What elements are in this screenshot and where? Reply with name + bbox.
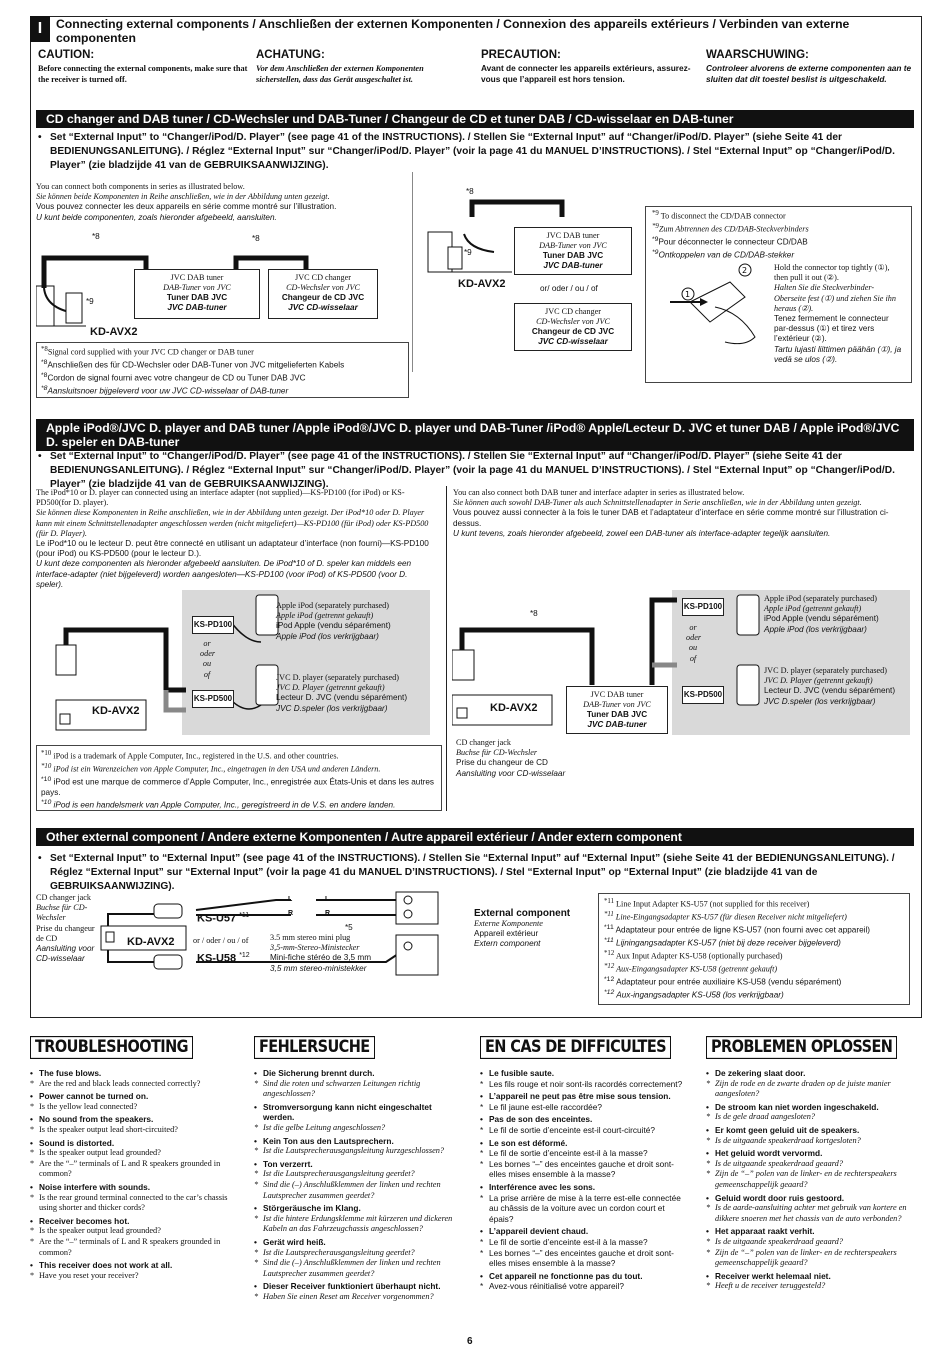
note12-de: Aux-Eingangsadapter KS-U58 (getrennt gekauft) <box>616 964 778 974</box>
cd-dab-set-instruction: • Set “External Input” to “Changer/iPod/D. Player” (see page 41 of the INSTRUCTIONS). / Stellen Sie “External Input” auf “Changer/iPod/D. Player” (siehe Seite 41 der BEDIENUNGSANLEITUNG). / Réglez “External Input” sur “Changer/iPod/D. Player” (voir la page 41 du MANUEL D’INSTRUCTIONS). / Stel “External Input” op “Changer/iPod/D. Player” (zie bladzijde 41 van de GEBRUIKSAANWIJZING). <box>36 131 910 173</box>
problem: • Sound is distorted. <box>30 1138 240 1149</box>
mark-12: *12 <box>604 949 615 957</box>
troubleshooting-list <box>480 1068 690 1292</box>
cd-changer-box <box>268 269 378 319</box>
remedy: * Is de uitgaande speakerdraad geaard? <box>706 1237 916 1248</box>
cd-fr: Changeur de CD JVC <box>281 293 365 302</box>
note10-de: iPod ist ein Warenzeichen von Apple Computer, Inc., eingetragen in den USA und anderen Ländern. <box>53 764 381 774</box>
apple-nl: Apple iPod (los verkrijgbaar) <box>764 624 867 634</box>
cd-nl: JVC CD-wisselaar <box>538 337 608 346</box>
remedy: * Le fil de sortie d’enceinte est-il à la masse? <box>480 1237 690 1248</box>
ext-nl: Extern component <box>474 939 541 949</box>
caution-text: Avant de connecter les appareils extérieurs, assurez-vous que l’appareil est hors tension. <box>481 63 691 84</box>
remedy: * Is the yellow lead connected? <box>30 1102 240 1113</box>
plug-fr: Mini-fiche stéréo de 3,5 mm <box>270 953 372 963</box>
cd-changer-box <box>514 303 632 351</box>
ext-en: External component <box>474 908 571 919</box>
problem: • Cet appareil ne fonctionne pas du tout. <box>480 1271 690 1282</box>
dab-de: DAB-Tuner von JVC <box>163 283 231 292</box>
remedy: * Les bornes “–” des enceintes gauche et droit sont-elles mises ensemble à la masse? <box>480 1159 690 1180</box>
troubleshooting-title: TROUBLESHOOTING <box>30 1036 193 1059</box>
note9-nl: Ontkoppelen van de CD/DAB-stekker <box>658 250 795 260</box>
jvc-dplayer-label <box>276 673 426 714</box>
or-nl: of <box>203 669 211 679</box>
or-fr: ou <box>688 643 698 653</box>
problem: • Receiver becomes hot. <box>30 1216 240 1227</box>
or-stack <box>200 639 214 680</box>
remedy: * Haben Sie einen Reset am Receiver vorgenommen? <box>254 1292 464 1303</box>
remedy: * Have you reset your receiver? <box>30 1271 240 1282</box>
ks-pd100-label: KS-PD100 <box>192 616 234 634</box>
or-de: oder <box>200 649 216 659</box>
ipod-right-de: Sie können auch sowohl DAB-Tuner als auch Schnittstellenadapter in Serie anschließen, wie in der Abbildung unten gezeigt. <box>453 498 862 508</box>
ks-u57-label <box>197 912 249 925</box>
step-fr: Tenez fermement le connecteur par-dessus (①) et tirez vers l’extérieur (②). <box>774 314 889 344</box>
or-en: or <box>203 639 211 648</box>
ipod-divider <box>446 486 447 811</box>
or-en: or <box>689 623 697 632</box>
or-label: or/ oder / ou / of <box>540 284 598 293</box>
remedy: * Ist die hintere Erdungsklemme mit kürzeren und dickeren Kabeln an das Fahrzeugchassis angeschlossen? <box>254 1214 464 1235</box>
ipod-bar: Apple iPod®/JVC D. player and DAB tuner /Apple iPod®/JVC D. player und DAB-Tuner /iPod® Apple/Lecteur D. JVC et tuner DAB / Apple iPod®/JVC D. speler en DAB-tuner <box>36 419 914 451</box>
remedy: * Is the speaker output lead grounded? <box>30 1226 240 1237</box>
plug-en: 3.5 mm stereo mini plug <box>270 933 351 942</box>
caution-text: Vor dem Anschließen der externen Komponenten sicherstellen, dass das Gerät ausgeschaltet ist. <box>256 64 424 84</box>
note11-nl: Lijningangsadapter KS-U57 (niet bij deze receiver bijgeleverd) <box>616 938 841 948</box>
jack-fr: Prise du changeur de CD <box>456 758 548 768</box>
mark-8: *8 <box>92 232 100 241</box>
external-component-label <box>474 908 604 950</box>
svg-text:2: 2 <box>742 266 748 275</box>
ks-u58-text: KS-U58 <box>197 952 237 965</box>
plug-l: L <box>288 896 293 903</box>
jack-en: CD changer jack <box>456 738 512 747</box>
jack-de: Buchse für CD-Wechsler <box>36 903 88 923</box>
problem: • Er komt geen geluid uit de speakers. <box>706 1125 916 1136</box>
mark-10: *10 <box>41 775 52 783</box>
mark-9: *9 <box>652 235 659 243</box>
remedy: * Are the red and black leads connected correctly? <box>30 1079 240 1090</box>
plug-r: R <box>325 910 331 917</box>
remedy: * Ist die Lautsprecherausgangsleitung geerdet? <box>254 1169 464 1180</box>
remedy: * Is the rear ground terminal connected to the car’s chassis using shorter and thicker cords? <box>30 1193 240 1214</box>
caution-text: Before connecting the external components, make sure that the receiver is turned off. <box>38 64 248 84</box>
mark-9: *9 <box>652 210 659 217</box>
ks-pd500-label: KS-PD500 <box>682 686 724 704</box>
note9-de: Zum Abtrennen des CD/DAB-Steckverbinders <box>658 224 809 234</box>
intro-de: Sie können beide Komponenten in Reihe anschließen, wie in der Abbildung unten gezeigt. <box>36 192 330 202</box>
cd-dab-intro <box>36 182 411 223</box>
cd-dab-bar: CD changer and DAB tuner / CD-Wechsler und DAB-Tuner / Changeur de CD et tuner DAB / CD-wisselaar en DAB-tuner <box>36 110 914 128</box>
troubleshooting-nl <box>706 1036 916 1292</box>
ext-fr: Appareil extérieur <box>474 929 539 939</box>
remedy: * Heeft u de receiver teruggesteld? <box>706 1281 916 1292</box>
mark-8: *8 <box>41 384 48 392</box>
problem: • L’appareil devient chaud. <box>480 1226 690 1237</box>
remedy: * Les bornes “–” des enceintes gauche et droit sont-elles mises ensemble à la masse? <box>480 1248 690 1269</box>
problem: • Le fusible saute. <box>480 1068 690 1079</box>
jack-en: CD changer jack <box>36 893 92 902</box>
section-letter: I <box>30 16 50 42</box>
mark-9: *9 <box>652 248 659 256</box>
or-fr: ou <box>202 659 212 669</box>
remedy: * Les fils rouge et noir sont-ils racordés correctement? <box>480 1079 690 1090</box>
dab-en: JVC DAB tuner <box>546 231 600 240</box>
problem: • Ton verzerrt. <box>254 1159 464 1170</box>
apple-de: Apple iPod (getrennt gekauft) <box>276 611 374 621</box>
ipod-text-nl: U kunt deze componenten als hieronder afgebeeld aansluiten. De iPod*10 of D. speler kan middels een interface-adapter (niet bijgeleverd) worden aangesloten—KS-PD100 (voor iPod) of KS-PD500 (voor D. speler). <box>36 559 412 589</box>
caution-heading: PRECAUTION: <box>481 49 561 61</box>
svg-text:1: 1 <box>685 290 691 299</box>
ipod-right-en: You can also connect both DAB tuner and interface adapter in series as illustrated below. <box>453 488 745 497</box>
troubleshooting-en <box>30 1036 240 1281</box>
apple-ipod-label <box>764 594 909 635</box>
note8-fr: Cordon de signal fourni avec votre changeur de CD ou Tuner DAB JVC <box>47 373 306 383</box>
mark-8: *8 <box>530 609 538 618</box>
note9-en: To disconnect the CD/DAB connector <box>660 211 786 221</box>
apple-en: Apple iPod (separately purchased) <box>764 594 877 603</box>
remedy: * Zijn de rode en de zwarte draden op de juiste manier aangesloten? <box>706 1079 916 1100</box>
jvc-dplayer-label <box>764 666 909 707</box>
caution-heading: WAARSCHUWING: <box>706 49 809 61</box>
remedy: * Le fil de sortie d’enceinte est-il à la masse? <box>480 1148 690 1159</box>
footnote-11-12 <box>598 893 910 1005</box>
mark-11: *11 <box>604 910 614 918</box>
caution-heading: ACHATUNG: <box>256 49 325 61</box>
jvcd-nl: JVC D.speler (los verkrijgbaar) <box>764 696 876 706</box>
connector-hand-illustration <box>660 262 770 347</box>
mark-12: *12 <box>239 952 250 959</box>
problem: • Gerät wird heiß. <box>254 1237 464 1248</box>
remedy: * Ist die Lautsprecherausgangsleitung geerdet? <box>254 1248 464 1259</box>
dab-nl: JVC DAB-tuner <box>587 720 647 729</box>
remedy: * Is the speaker output lead short-circuited? <box>30 1125 240 1136</box>
troubleshooting-fr <box>480 1036 690 1292</box>
section-title: Connecting external components / Anschließen der externen Komponenten / Connexion des appareils extérieurs / Verbinden van externe componenten <box>56 17 850 45</box>
plug-r: R <box>288 910 294 917</box>
problem: • Le son est déformé. <box>480 1138 690 1149</box>
ks-u57-text: KS-U57 <box>197 912 237 925</box>
note8-de: Anschließen des für CD-Wechsler oder DAB-Tuner von JVC mitgelieferten Kabels <box>47 360 345 370</box>
cd-nl: JVC CD-wisselaar <box>288 303 358 312</box>
note12-nl: Aux-ingangsadapter KS-U58 (los verkrijgbaar) <box>616 990 784 1000</box>
or-de: oder <box>686 633 702 643</box>
ks-u58-label <box>197 952 250 965</box>
dab-de: DAB-Tuner von JVC <box>583 700 651 709</box>
remedy: * Zijn de “–” polen van de linker- en de rechterspeakers gemeenschappelijk geaard? <box>706 1169 916 1190</box>
mark-11: *11 <box>604 923 614 931</box>
kd-avx2-label: KD-AVX2 <box>92 705 140 717</box>
problem: • No sound from the speakers. <box>30 1114 240 1125</box>
mark-10: *10 <box>41 750 52 757</box>
jvcd-nl: JVC D.speler (los verkrijgbaar) <box>276 703 388 713</box>
troubleshooting-title: FEHLERSUCHE <box>254 1036 375 1059</box>
caution-nl <box>706 49 916 85</box>
problem: • L’appareil ne peut pas être mise sous tension. <box>480 1091 690 1102</box>
kd-avx2-label: KD-AVX2 <box>490 702 538 714</box>
troubleshooting-list <box>706 1068 916 1292</box>
note10-nl: iPod is een handelsmerk van Apple Computer, Inc., geregistreerd in de V.S. en andere landen. <box>53 800 396 810</box>
cd-en: JVC CD changer <box>545 307 601 316</box>
or-nl: of <box>689 653 697 663</box>
jvcd-de: JVC D. Player (getrennt gekauft) <box>276 683 385 693</box>
note12-en: Aux Input Adapter KS-U58 (optionally purchased) <box>615 951 783 961</box>
ks-pd500-label: KS-PD500 <box>192 690 234 708</box>
problem: • Dieser Receiver funktioniert überhaupt nicht. <box>254 1281 464 1292</box>
intro-fr: Vous pouvez connecter les deux appareils en série comme montré sur l’illustration. <box>36 202 337 212</box>
dab-tuner-box <box>134 269 260 319</box>
mark-11: *11 <box>604 936 614 944</box>
ipod-text-en: The iPod*10 or D. player can connected using an interface adapter (not supplied)—KS-PD100 (for iPod) or KS-PD500(for D. player). <box>36 488 405 508</box>
note11-en: Line Input Adapter KS-U57 (not supplied for this receiver) <box>616 899 810 909</box>
step-nl: Tartu lujasti liittimen päähän (①), ja vedä se ulos (②). <box>774 344 902 364</box>
troubleshooting-de <box>254 1036 464 1302</box>
caution-de <box>256 49 466 85</box>
ipod-set-instruction: • Set “External Input” to “Changer/iPod/D. Player” (see page 41 of the INSTRUCTIONS). / Stellen Sie “External Input” auf “Changer/iPod/D. Player” (siehe Seite 41 der BEDIENUNGSANLEITUNG). / Réglez “External Input” sur “Changer/iPod/D. Player” (voir la page 41 du MANUEL D’INSTRUCTIONS). / Stel “External Input” op “Changer/iPod/D. Player” (zie bladzijde 41 van de GEBRUIKSAANWIJZING). <box>36 450 910 492</box>
problem: • Noise interfere with sounds. <box>30 1182 240 1193</box>
problem: • This receiver does not work at all. <box>30 1260 240 1271</box>
jvcd-en: JVC D. player (separately purchased) <box>764 666 887 675</box>
problem: • Power cannot be turned on. <box>30 1091 240 1102</box>
ipod-text-de: Sie können diese Komponenten in Reihe anschließen, wie in der Abbildung unten gezeigt. Der iPod*10 oder D. Player kann mit einem Schnittstellenadapter angeschlossen werden (nicht mitgeliefert)—KS-PD100 (für iPod) oder KS-PD500 (für D. Player). <box>36 508 429 538</box>
apple-nl: Apple iPod (los verkrijgbaar) <box>276 631 379 641</box>
mark-9: *9 <box>86 297 94 306</box>
ipod-left-text <box>36 488 436 590</box>
remedy: * Are the “–” terminals of L and R speakers grounded in common? <box>30 1159 240 1180</box>
other-set-instruction: • Set “External Input” to “External Input” (see page 41 of the INSTRUCTIONS). / Stellen Sie “External Input” auf “External Input” (siehe Seite 41 der BEDIENUNGSANLEITUNG). / Réglez “External Input” sur “External Input” (voir la page 41 du MANUEL D’INSTRUCTIONS). / Stel “External Input” op “External Input” (zie bladzijde 41 van de GEBRUIKSAANWIJZING). <box>36 852 910 894</box>
note11-de: Line-Eingangsadapter KS-U57 (für diesen Receiver nicht mitgeliefert) <box>615 912 847 922</box>
cd-changer-jack-label <box>456 738 586 779</box>
caution-heading: CAUTION: <box>38 49 95 61</box>
kd-avx2-label: KD-AVX2 <box>127 936 175 948</box>
note8-en: Signal cord supplied with your JVC CD changer or DAB tuner <box>47 347 254 357</box>
caution-text: Controleer alvorens de externe componenten aan te sluiten dat dit toestel beslist is uitgeschakeld. <box>706 63 912 84</box>
remedy: * La prise arrière de mise à la terre est-elle connectée au châssis de la voiture avec un cordon court et épais? <box>480 1193 690 1225</box>
plug-nl: 3,5 mm stereo-ministekker <box>270 963 367 973</box>
problem: • Störgeräusche im Klang. <box>254 1203 464 1214</box>
cd-de: CD-Wechsler von JVC <box>286 283 360 292</box>
footnote-10 <box>36 745 442 811</box>
mark-11: *11 <box>239 912 250 919</box>
cd-de: CD-Wechsler von JVC <box>536 317 610 326</box>
problem: • Receiver werkt helemaal niet. <box>706 1271 916 1282</box>
intro-nl: U kunt beide componenten, zoals hieronder afgebeeld, aansluiten. <box>36 212 277 222</box>
dab-nl: JVC DAB-tuner <box>543 261 603 270</box>
problem: • Interférence avec les sons. <box>480 1182 690 1193</box>
note9-steps <box>774 263 904 365</box>
mark-12: *12 <box>604 975 615 983</box>
problem: • Geluid wordt door ruis gestoord. <box>706 1193 916 1204</box>
apple-en: Apple iPod (separately purchased) <box>276 601 389 610</box>
intro-en: You can connect both components in series as illustrated below. <box>36 182 245 191</box>
kd-avx2-label: KD-AVX2 <box>90 326 138 338</box>
mark-8: *8 <box>41 358 48 366</box>
mark-8: *8 <box>252 234 260 243</box>
remedy: * Is de gele draad aangesloten? <box>706 1112 916 1123</box>
troubleshooting-list <box>254 1068 464 1302</box>
note12-fr: Adaptateur pour entrée auxiliaire KS-U58 (vendu séparément) <box>616 977 842 987</box>
ks-pd100-label: KS-PD100 <box>682 598 724 616</box>
jvcd-fr: Lecteur D. JVC (vendu séparément) <box>764 686 896 696</box>
mark-10: *10 <box>41 762 52 770</box>
note9-headings <box>652 209 832 261</box>
note10-en: iPod is a trademark of Apple Computer, Inc., registered in the U.S. and other countries. <box>53 751 339 761</box>
problem: • Kein Ton aus den Lautsprechern. <box>254 1136 464 1147</box>
remedy: * Le fil de sortie d’enceinte est-il court-circuité? <box>480 1125 690 1136</box>
troubleshooting-title: PROBLEMEN OPLOSSEN <box>706 1036 897 1059</box>
remedy: * Is the speaker output lead grounded? <box>30 1148 240 1159</box>
step-en: Hold the connector top tightly (①), then pull it out (②). <box>774 263 890 283</box>
problem: • Stromversorgung kann nicht eingeschaltet werden. <box>254 1102 464 1123</box>
remedy: * Is de aarde-aansluiting achter met gebruik van kortere en dikkere snoeren met het chassis van de auto verbonden? <box>706 1203 916 1224</box>
dab-en: JVC DAB tuner <box>170 273 224 282</box>
mark-11: *11 <box>604 898 614 905</box>
mark-8: *8 <box>466 187 474 196</box>
ext-de: Externe Komponente <box>474 919 543 928</box>
jvcd-de: JVC D. Player (getrennt gekauft) <box>764 676 873 686</box>
dab-fr: Tuner DAB JVC <box>542 251 604 260</box>
problem: • Die Sicherung brennt durch. <box>254 1068 464 1079</box>
apple-fr: iPod Apple (vendu séparément) <box>764 614 879 624</box>
remedy: * Is de uitgaande speakerdraad geaard? <box>706 1159 916 1170</box>
apple-fr: iPod Apple (vendu séparément) <box>276 621 391 631</box>
ipod-right-text <box>453 488 908 539</box>
mark-10: *10 <box>41 799 52 807</box>
mark-8: *8 <box>41 346 48 353</box>
kd-avx2-label: KD-AVX2 <box>458 278 506 290</box>
jack-nl: Aansluiting voor CD-wisselaar <box>456 768 566 778</box>
problem: • The fuse blows. <box>30 1068 240 1079</box>
mark-8: *8 <box>41 371 48 379</box>
jack-fr: Prise du changeur de CD <box>36 923 95 943</box>
dab-nl: JVC DAB-tuner <box>167 303 227 312</box>
problem: • Het geluid wordt vervormd. <box>706 1148 916 1159</box>
or-label: or / oder / ou / of <box>193 936 249 945</box>
apple-de: Apple iPod (getrennt gekauft) <box>764 604 862 614</box>
cd-en: JVC CD changer <box>295 273 351 282</box>
plug-de: 3,5-mm-Stereo-Ministecker <box>270 943 360 953</box>
jack-de: Buchse für CD-Wechsler <box>456 748 538 758</box>
note11-fr: Adaptateur pour entrée de ligne KS-U57 (non fourni avec cet appareil) <box>615 925 871 935</box>
dab-fr: Tuner DAB JVC <box>586 710 648 719</box>
remedy: * Sind die (–) Anschlußklemmen der linken und rechten Lautsprecher zusammen geerdet? <box>254 1180 464 1201</box>
troubleshooting-title: EN CAS DE DIFFICULTES <box>480 1036 671 1059</box>
ipod-right-nl: U kunt tevens, zoals hieronder afgebeeld, zowel een DAB-tuner als interface-adapter tegelijk aansluiten. <box>453 528 831 538</box>
remedy: * Is de uitgaande speakerdraad kortgesloten? <box>706 1136 916 1147</box>
cd-changer-jack-label <box>36 893 98 964</box>
problem: • De stroom kan niet worden ingeschakeld. <box>706 1102 916 1113</box>
dab-fr: Tuner DAB JVC <box>166 293 228 302</box>
caution-en <box>38 49 248 85</box>
or-stack <box>686 623 700 664</box>
remedy: * Ist die Lautsprecherausgangsleitung kurzgeschlossen? <box>254 1146 464 1157</box>
note8-nl: Aansluitsnoer bijgeleverd voor uw JVC CD-wisselaar of DAB-tuner <box>47 386 289 396</box>
remedy: * Avez-vous réinitialisé votre appareil? <box>480 1281 690 1292</box>
mark-9: *9 <box>464 248 472 257</box>
note10-fr: iPod est une marque de commerce d’Apple Computer, Inc., enregistrée aux États-Unis et dans les autres pays. <box>41 777 435 797</box>
remedy: * Zijn de “–” polen van de linker- en de rechterspeakers gemeenschappelijk geaard? <box>706 1248 916 1269</box>
dab-de: DAB-Tuner von JVC <box>539 241 607 250</box>
problem: • De zekering slaat door. <box>706 1068 916 1079</box>
jack-nl: Aansluiting voor CD-wisselaar <box>36 944 95 964</box>
mark-5: *5 <box>345 923 353 932</box>
step-de: Halten Sie die Steckverbinder-Oberseite fest (①) und ziehen Sie ihn heraus (②). <box>774 283 896 313</box>
jvcd-en: JVC D. player (separately purchased) <box>276 673 399 682</box>
dab-en: JVC DAB tuner <box>590 690 644 699</box>
mark-9: *9 <box>652 222 659 230</box>
mark-12: *12 <box>604 962 615 970</box>
ipod-right-fr: Vous pouvez aussi connecter à la fois le tuner DAB et l’adaptateur d’interface en série comme montré sur l’illustration ci-dessus. <box>453 508 889 528</box>
problem: • Pas de son des enceintes. <box>480 1114 690 1125</box>
troubleshooting-list <box>30 1068 240 1281</box>
problem: • Het apparaat raakt verhit. <box>706 1226 916 1237</box>
remedy: * Sind die (–) Anschlußklemmen der linken und rechten Lautsprecher zusammen geerdet? <box>254 1258 464 1279</box>
remedy: * Sind die roten und schwarzen Leitungen richtig angeschlossen? <box>254 1079 464 1100</box>
remedy: * Ist die gelbe Leitung angeschlossen? <box>254 1123 464 1134</box>
dab-tuner-box <box>514 227 632 275</box>
footnote-8 <box>36 342 409 398</box>
remedy: * Are the “–” terminals of L and R speakers grounded in common? <box>30 1237 240 1258</box>
dab-tuner-box <box>566 686 668 734</box>
ipod-text-fr: Le iPod*10 ou le lecteur D. peut être connecté en utilisant un adaptateur d’interface (non fourni)—KS-PD100 (pour iPod) ou KS-PD500 (pour le lecteur D.). <box>36 539 429 559</box>
jvcd-fr: Lecteur D. JVC (vendu séparément) <box>276 693 408 703</box>
plug-l: L <box>325 896 330 903</box>
page-number: 6 <box>467 1336 473 1347</box>
mark-12: *12 <box>604 988 615 996</box>
mini-plug-label <box>270 933 395 974</box>
other-bar: Other external component / Andere externe Komponenten / Autre appareil extérieur / Ander extern component <box>36 828 914 846</box>
cd-fr: Changeur de CD JVC <box>531 327 615 336</box>
apple-ipod-label <box>276 601 426 642</box>
caution-fr <box>481 49 691 85</box>
note9-fr: Pour déconnecter le connecteur CD/DAB <box>658 237 808 247</box>
remedy: * Le fil jaune est-elle raccordée? <box>480 1102 690 1113</box>
